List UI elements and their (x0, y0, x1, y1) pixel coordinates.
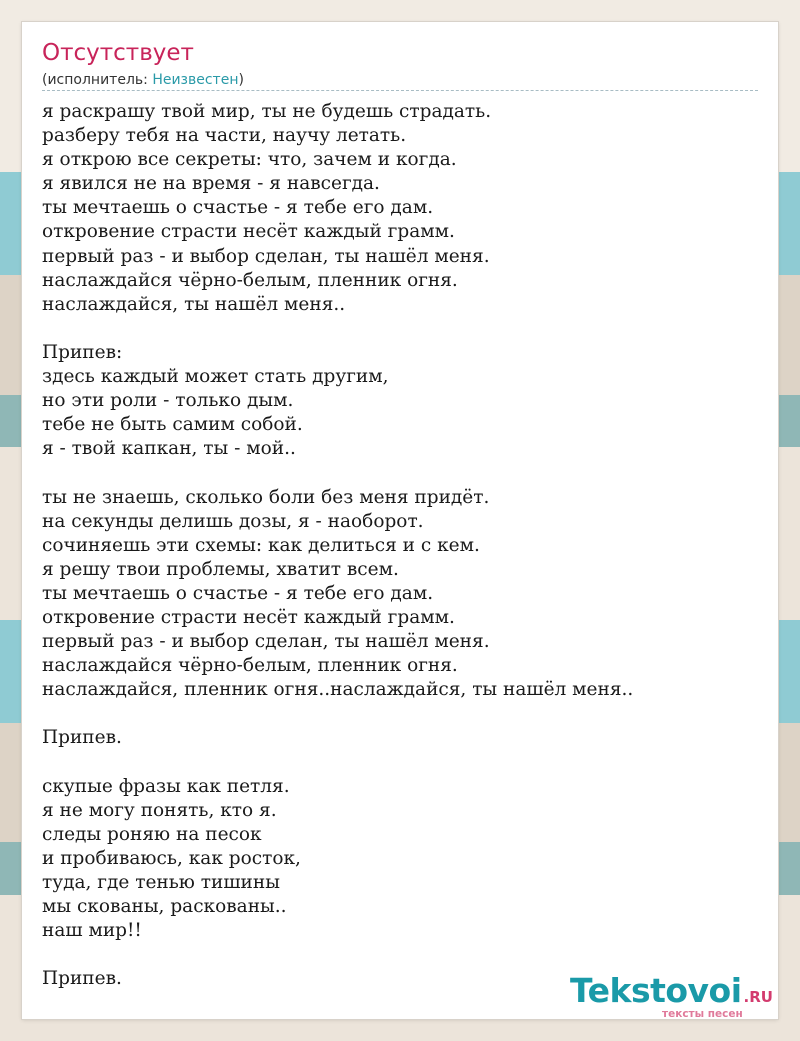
lyric-blank-line (42, 317, 633, 341)
lyric-line: скупые фразы как петля. (42, 775, 290, 797)
lyrics-text (42, 100, 633, 991)
lyric-line: ты мечтаешь о счастье - я тебе его дам. (42, 197, 434, 219)
lyric-line: на секунды делишь дозы, я - наоборот. (42, 510, 424, 532)
lyric-line: следы роняю на песок (42, 823, 262, 845)
lyric-blank-line (42, 702, 633, 726)
lyric-line: наслаждайся чёрно-белым, пленник огня. (42, 655, 458, 677)
lyric-blank-line (42, 943, 633, 967)
lyric-line: я явился не на время - я навсегда. (42, 173, 380, 195)
lyric-line: наш мир!! (42, 920, 142, 942)
lyric-line: я открою все секреты: что, зачем и когда. (42, 149, 457, 171)
title-divider (42, 90, 758, 91)
lyric-line: ты мечтаешь о счастье - я тебе его дам. (42, 582, 434, 604)
lyric-line: я раскрашу твой мир, ты не будешь страдать. (42, 101, 492, 122)
lyric-line: Припев: (42, 341, 123, 363)
lyric-line: я - твой капкан, ты - мой.. (42, 438, 296, 460)
lyric-line: я решу твои проблемы, хватит всем. (42, 558, 399, 580)
lyric-line: Припев. (42, 727, 122, 749)
artist-prefix: (исполнитель: (42, 72, 153, 88)
lyric-line: мы скованы, раскованы.. (42, 896, 287, 918)
lyric-blank-line (42, 461, 633, 485)
lyric-line: здесь каждый может стать другим, (42, 366, 389, 388)
artist-suffix: ) (238, 72, 244, 88)
logo-main-text: Tekstovoi (570, 971, 742, 1010)
lyrics-card (22, 22, 778, 1019)
lyric-line: первый раз - и выбор сделан, ты нашёл меня. (42, 631, 490, 653)
lyric-line: первый раз - и выбор сделан, ты нашёл меня. (42, 245, 490, 267)
song-title: Отсутствует (42, 40, 194, 66)
lyric-line: туда, где тенью тишины (42, 872, 280, 893)
lyric-line: сочиняешь эти схемы: как делиться и с кем. (42, 534, 480, 556)
lyric-line: откровение страсти несёт каждый грамм. (42, 221, 455, 243)
artist-line (42, 72, 244, 88)
lyric-line: наслаждайся, пленник огня..наслаждайся, ты нашёл меня.. (42, 679, 634, 701)
lyric-line: откровение страсти несёт каждый грамм. (42, 606, 455, 628)
lyric-line: я не могу понять, кто я. (42, 799, 277, 821)
lyric-line: разберу тебя на части, научу летать. (42, 125, 407, 147)
site-logo[interactable] (570, 971, 773, 1010)
lyric-line: Припев. (42, 968, 122, 990)
lyric-line: наслаждайся чёрно-белым, пленник огня. (42, 269, 458, 291)
lyric-line: но эти роли - только дым. (42, 390, 294, 412)
lyric-line: и пробиваюсь, как росток, (42, 847, 301, 869)
lyric-line: наслаждайся, ты нашёл меня.. (42, 293, 346, 315)
logo-tagline: тексты песен (662, 1008, 743, 1020)
artist-link[interactable]: Неизвестен (152, 72, 239, 88)
logo-tld: .RU (743, 988, 773, 1006)
lyric-line: ты не знаешь, сколько боли без меня придёт. (42, 486, 490, 508)
lyric-line: тебе не быть самим собой. (42, 414, 303, 436)
lyric-blank-line (42, 751, 633, 775)
